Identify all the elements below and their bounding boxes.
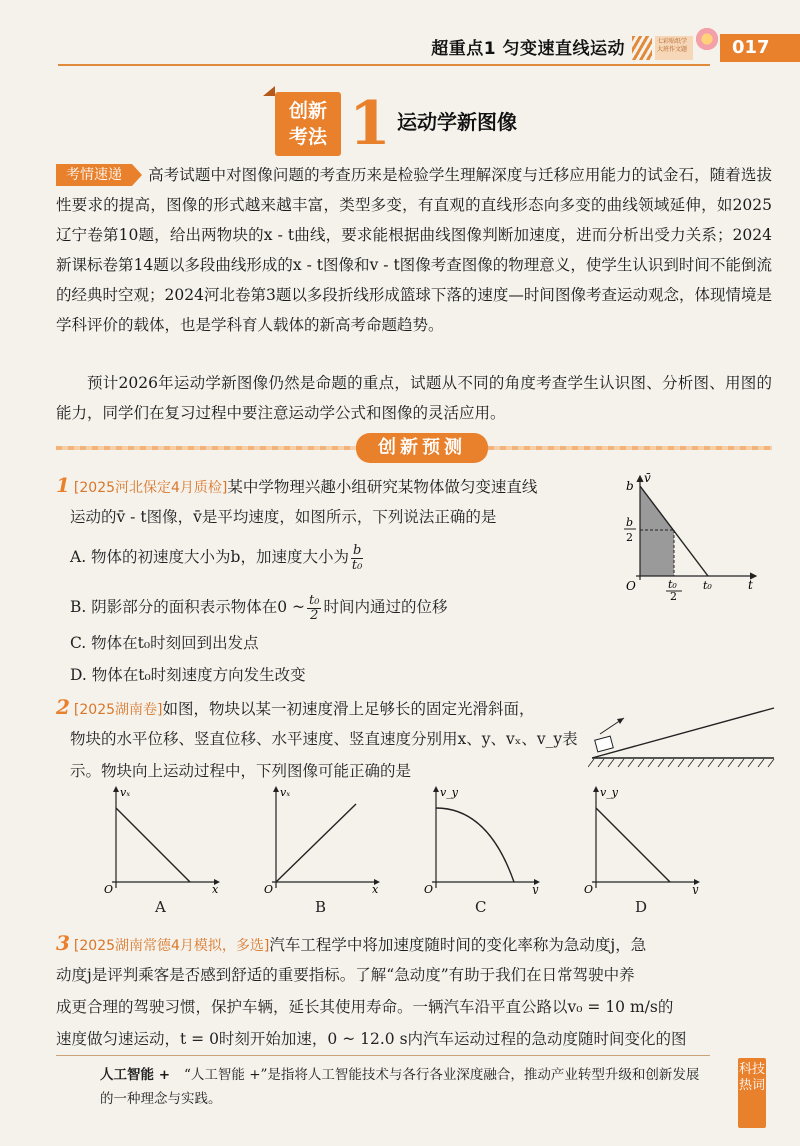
x-label: y (532, 883, 539, 894)
x-label: x (372, 883, 379, 894)
section-title: 运动学新图像 (397, 110, 517, 134)
q1-shaded-area (640, 486, 674, 576)
q3-source: [2025湖南常德4月模拟，多选] (73, 938, 270, 954)
badge-line2: 考法 (288, 126, 327, 148)
q2-graph-c (418, 782, 548, 894)
q2-stem-line1 (56, 692, 535, 725)
origin: O (584, 883, 594, 894)
curve (436, 808, 514, 882)
footer-note (100, 1063, 700, 1111)
q2-graph-d (578, 782, 708, 894)
footer-term: 人工智能 + (100, 1067, 171, 1083)
kaoqing-paragraph (56, 160, 772, 340)
q1-option-a (70, 542, 365, 573)
frac-num: b (352, 542, 362, 558)
q2-stem2: 物块的水平位移、竖直位移、水平速度、竖直速度分别用x、y、vₓ、v_y表 (70, 730, 578, 748)
q1-b-label: b (626, 479, 634, 493)
section-number: 1 (349, 89, 391, 159)
q3-line2: 动度j是评判乘客是否感到舒适的重要指标。了解“急动度”有助于我们在日常驾驶中养 (56, 966, 635, 984)
footer-rule (56, 1055, 710, 1056)
arrow-head (617, 718, 624, 724)
q2-caption-b: B (315, 898, 327, 916)
prediction-label: 创新预测 (356, 433, 488, 463)
arrow-y (113, 786, 119, 792)
curve (596, 808, 670, 882)
q1-option-a-text: A. 物体的初速度大小为b，加速度大小为 (70, 548, 349, 566)
q2-source: [2025湖南卷] (73, 702, 163, 718)
q1-t0-label: t₀ (703, 579, 712, 592)
q1-halft0-num: t₀ (668, 578, 677, 591)
y-label: vₓ (120, 786, 131, 799)
q1-option-c: C. 物体在t₀时刻回到出发点 (70, 634, 259, 652)
incline-figure (588, 702, 778, 768)
q1-x-label: t (748, 578, 753, 592)
prediction-divider (56, 433, 772, 463)
origin: O (264, 883, 274, 894)
q2-caption-a: A (155, 898, 166, 916)
q2-caption-c: C (475, 898, 487, 916)
q3-number: 3 (56, 931, 70, 955)
block (595, 736, 614, 752)
curve (116, 808, 190, 882)
frac-den: 2 (310, 607, 319, 623)
kaoqing-text: 高考试题中对图像问题的考查历来是检验学生理解深度与迁移应用能力的试金石，随着选拔性要求的提高，图像的形式越来越丰富，类型多变，有直观的直线形态向多变的曲线领域延伸，如2025辽宁卷第10题，给出两物块的x - t曲线，要求能根据曲线图像判断加速度，进而分析出受力关系；2024新课标卷第14题以多段曲线形成的x - t图像和v - t图像考查图像的物理意义，使学生认识到时间不能倒流的经典时空观；2024河北卷第3题以多段折线形成篮球下落的速度—时间图像考查运动观念，体现情境是学科评价的载体，也是学科育人载体的新高考命题趋势。 (56, 166, 772, 334)
header-title: 超重点1 匀变速直线运动 (431, 39, 625, 59)
q1-graph (612, 468, 762, 600)
forecast-paragraph: 预计2026年运动学新图像仍然是命题的重点，试题从不同的角度考查学生认识图、分析图、用图的能力，同学们在复习过程中要注意运动学公式和图像的灵活应用。 (56, 374, 772, 422)
q2-graph-b (258, 782, 388, 894)
q1-option-b-text: B. 阴影部分的面积表示物体在0 ~ (70, 598, 306, 616)
q2-stem1: 如图，物块以某一初速度滑上足够长的固定光滑斜面， (162, 700, 535, 718)
footer-side-label: 科技热词 (738, 1058, 766, 1128)
q3-line1-text: 汽车工程学中将加速度随时间的变化率称为急动度j，急 (269, 936, 647, 954)
section-banner (275, 86, 615, 162)
page-number: 017 (720, 34, 800, 62)
arrow-y (593, 786, 599, 792)
q1-source: [2025河北保定4月质检] (73, 480, 228, 496)
header-rule (58, 64, 710, 66)
q2-number: 2 (56, 695, 70, 719)
frac-num: t₀ (309, 592, 320, 608)
x-label: y (692, 883, 699, 894)
arrow-y (433, 786, 439, 792)
q2-graph-a (98, 782, 228, 894)
q1-origin: O (626, 579, 636, 593)
q1-halfb-den: 2 (626, 531, 633, 544)
q3-line4: 速度做匀速运动，t = 0时刻开始加速，0 ~ 12.0 s内汽车运动过程的急动度随时间变化的图 (56, 1030, 687, 1048)
page-header (0, 30, 800, 70)
q1-halfb-num: b (626, 516, 634, 529)
frac-den: t₀ (351, 557, 363, 573)
y-label: v_y (600, 786, 618, 799)
q1-number: 1 (56, 473, 70, 497)
q3-line1 (56, 928, 646, 961)
header-stripes (632, 36, 652, 60)
q2-stem3: 示。物块向上运动过程中，下列图像可能正确的是 (70, 762, 412, 780)
arrow-y (273, 786, 279, 792)
incline-line (592, 708, 774, 758)
q2-caption-d: D (635, 898, 648, 916)
q1-stem-line1 (56, 470, 537, 503)
footer-text: “人工智能 +”是指将人工智能技术与各行各业深度融合，推动产业转型升级和创新发展的一种理念与实践。 (100, 1067, 700, 1107)
kaoqing-tag: 考情速递 (56, 164, 132, 186)
q1-stem1: 某中学物理兴趣小组研究某物体做匀变速直线 (227, 478, 538, 496)
ground-hatch (588, 759, 774, 767)
q1-option-b (70, 592, 447, 623)
x-label: x (212, 883, 219, 894)
origin: O (424, 883, 434, 894)
header-tag: 七彩贴纸学 大班作文题 (655, 36, 693, 60)
badge-line1: 创新 (288, 100, 327, 122)
flower-icon (694, 26, 720, 52)
q1-option-b-fraction (307, 594, 321, 623)
q1-option-a-fraction (351, 544, 363, 573)
q1-option-d: D. 物体在t₀时刻速度方向发生改变 (70, 666, 306, 684)
y-label: v_y (440, 786, 458, 799)
q1-option-b-post: 时间内通过的位移 (323, 598, 448, 616)
curve (276, 804, 356, 882)
origin: O (104, 883, 114, 894)
y-label: vₓ (280, 786, 291, 799)
q3-line3: 成更合理的驾驶习惯，保护车辆，延长其使用寿命。一辆汽车沿平直公路以v₀ = 10 m/s的 (56, 998, 674, 1016)
section-badge (275, 92, 341, 156)
q1-stem2: 运动的v̄ - t图像，v̄是平均速度，如图所示，下列说法正确的是 (70, 508, 497, 526)
q1-y-label: v̄ (644, 471, 651, 485)
q1-halft0-den: 2 (670, 590, 677, 600)
banner-fold (263, 86, 275, 96)
